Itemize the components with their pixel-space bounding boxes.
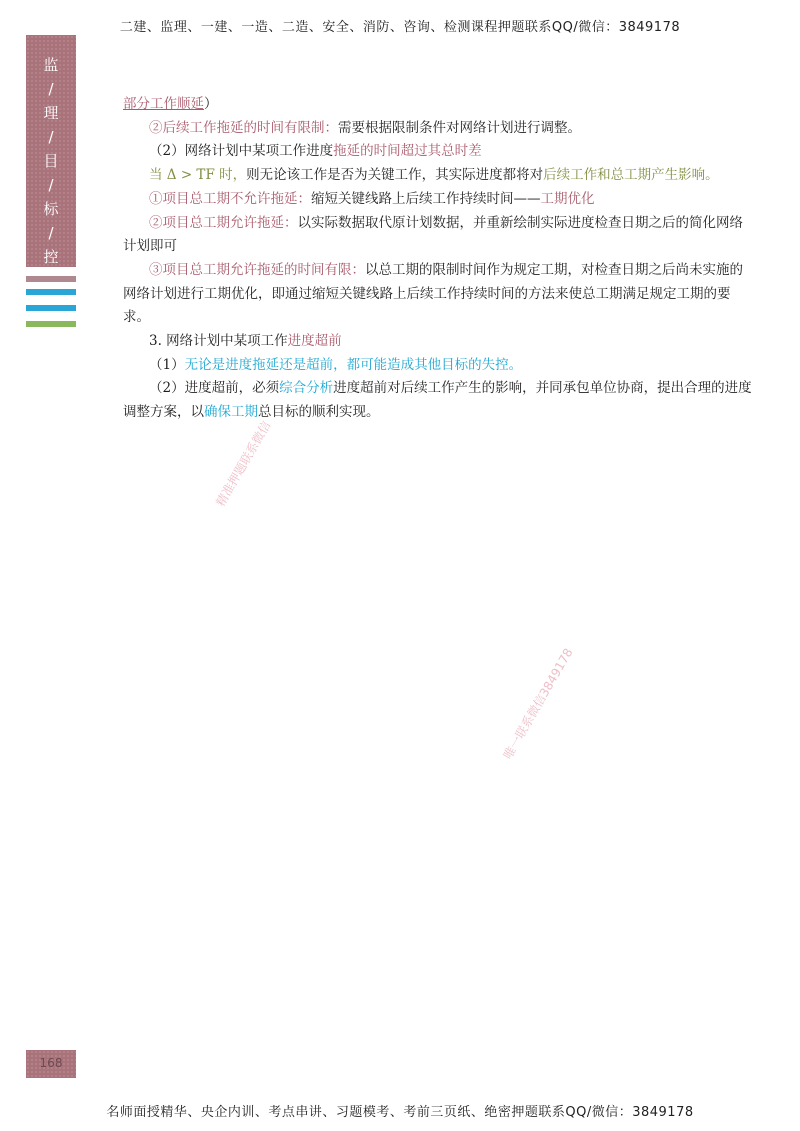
body-text: 以实际数据取代原计划数据，并重新绘制实际进度检查日期之后的简化网络计划即可 — [123, 214, 743, 255]
highlight-text: 综合分析 — [279, 380, 334, 397]
paragraph-loss-of-control — [123, 354, 755, 378]
decorative-stripe-4 — [26, 321, 76, 327]
highlight-text: 确保工期 — [204, 404, 258, 421]
chapter-side-tab-label: 监 / 理 / 目 / 标 / 控 — [43, 56, 59, 266]
body-text: 则无论该工作是否为关键工作，其实际进度都将对 — [246, 167, 544, 184]
body-text: （1） — [149, 356, 185, 373]
highlight-text: 拖延的时间超过其总时差 — [333, 143, 482, 160]
highlight-text: ①项目总工期不允许拖延： — [149, 190, 311, 207]
body-text: （2）进度超前，必须 — [149, 380, 280, 397]
paragraph-no-delay-allowed — [123, 188, 755, 212]
body-text: （2）网络计划中某项工作进度 — [149, 143, 334, 160]
paragraph-partial-delay — [123, 93, 755, 117]
paragraph-delay-allowed — [123, 212, 755, 259]
paragraph-delay-limited — [123, 259, 755, 330]
highlight-text: 无论是进度拖延还是超前，都可能造成其他目标的失控。 — [184, 356, 523, 373]
body-text: ） — [204, 96, 218, 112]
decorative-stripe-1 — [26, 276, 76, 282]
highlight-text: 后续工作和总工期产生影响。 — [543, 167, 719, 184]
highlight-text: ②后续工作拖延的时间有限制： — [149, 119, 338, 136]
body-text: 进度超前对后续工作产生的影响，并同承包单位协商，提出合理的进度调整方案，以 — [123, 380, 752, 421]
heading-delay-exceeds-float — [123, 140, 755, 164]
highlight-text: 当 Δ > TF 时， — [149, 167, 247, 184]
page-number: 168 — [39, 1056, 63, 1070]
paragraph-delta-tf — [123, 164, 755, 188]
chapter-side-tab — [26, 35, 76, 267]
page-content — [123, 93, 755, 425]
body-text: 缩短关键线路上后续工作持续时间—— — [311, 190, 541, 207]
heading-schedule-ahead — [123, 330, 755, 354]
decorative-stripe-2 — [26, 289, 76, 295]
body-text: 需要根据限制条件对网络计划进行调整。 — [338, 119, 581, 136]
header-ad-text: 二建、监理、一建、一造、二造、安全、消防、咨询、检测课程押题联系QQ/微信：3849178 — [119, 20, 681, 35]
highlight-text: 部分工作顺延 — [123, 96, 204, 112]
highlight-text: 工期优化 — [540, 190, 595, 207]
highlight-text: 进度超前 — [287, 333, 342, 350]
body-text: 3. 网络计划中某项工作 — [149, 333, 288, 350]
watermark-text: 精准押题联系微信 — [213, 418, 274, 509]
footer-ad-text: 名师面授精华、央企内训、考点串讲、习题模考、考前三页纸、绝密押题联系QQ/微信：3849178 — [106, 1105, 694, 1120]
body-text: 以总工期的限制时间作为规定工期，对检查日期之后尚未实施的网络计划进行工期优化，即通过缩短关键线路上后续工作持续时间的方法来使总工期满足规定工期的要求。 — [123, 261, 743, 326]
paragraph-limited-delay — [123, 117, 755, 141]
watermark-text: 唯一联系微信3849178 — [500, 645, 576, 762]
body-text: 总目标的顺利实现。 — [258, 404, 380, 421]
decorative-stripe-3 — [26, 305, 76, 311]
page-number-box — [26, 1050, 76, 1078]
paragraph-ahead-analysis — [123, 377, 755, 424]
highlight-text: ②项目总工期允许拖延： — [149, 214, 298, 231]
highlight-text: ③项目总工期允许拖延的时间有限： — [149, 261, 365, 278]
